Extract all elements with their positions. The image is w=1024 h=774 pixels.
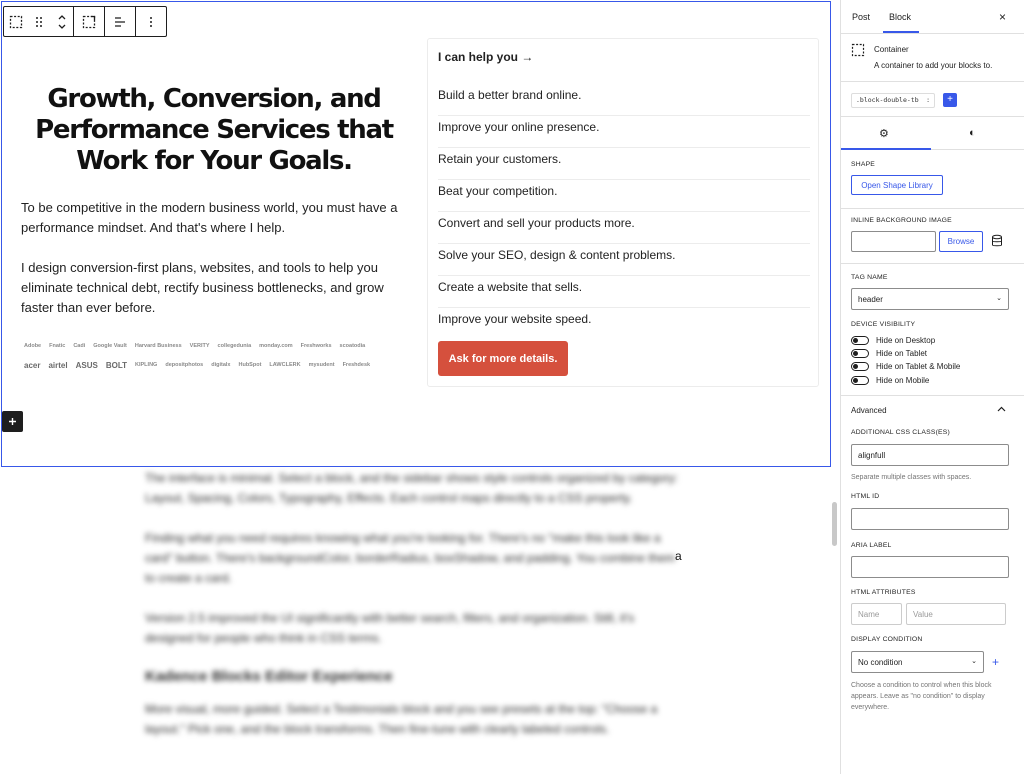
active-tab-indicator [883,31,919,33]
toggle-switch[interactable] [851,349,869,358]
logo: ASUS [75,360,98,370]
add-class-button[interactable]: + [943,93,957,107]
aria-label-input[interactable] [851,556,1009,578]
move-up-down-icon[interactable] [50,7,73,36]
container-block-icon [851,43,865,62]
logo: Freshdesk [342,362,371,368]
css-classes-help: Separate multiple classes with spaces. [851,474,972,481]
settings-styles-tabs [841,116,1024,150]
hero-paragraph-1: To be competitive in the modern business world, you must have a performance mindset. And that's where I help. [21,200,398,235]
toggle-label: Hide on Tablet [876,349,927,358]
block-name: Container [874,45,909,54]
chevron-down-icon: ⌄ [996,295,1002,302]
list-item: Beat your competition. [438,180,810,212]
logo: VERITY [189,343,210,349]
logo: Fnatic [49,343,66,349]
hero-paragraph-2: I design conversion-first plans, websites, and tools to help you eliminate technical debt, rectify business bottlenecks, and grow faster than ever before. [21,260,384,315]
display-condition-label: DISPLAY CONDITION [851,636,923,643]
logo: LAWCLERK [269,362,301,368]
database-icon[interactable] [991,234,1003,253]
plus-icon [8,417,17,426]
hero-title: Growth, Conversion, and Performance Services that Work for Your Goals. [35,84,393,176]
article-paragraph: Finding what you need requires knowing what you're looking for. There's no "make this look like a card" button. There's backgroundColor, borderRadius, boxShadow, and padding. You combine them to create a card. [145,531,676,585]
list-item: Create a website that sells. [438,276,810,308]
divider [841,263,1024,264]
bg-image-input[interactable] [851,231,936,252]
close-icon[interactable]: × [999,10,1007,24]
canvas-scrollbar[interactable] [832,502,837,546]
logo: airtel [48,360,68,370]
list-item: Improve your online presence. [438,116,810,148]
active-tab-indicator [841,148,931,150]
aria-label-label: ARIA LABEL [851,542,892,549]
list-item: Build a better brand online. [438,84,810,116]
toggle-switch[interactable] [851,336,869,345]
stray-character: a [675,549,682,563]
align-icon[interactable] [105,7,135,36]
logo: Google Vault [93,343,127,349]
chip-more-icon[interactable]: : [926,96,930,104]
sidebar-tabs [841,0,1024,34]
logo: scoatodia [339,343,366,349]
logo-row-2 [24,358,396,372]
toggle-label: Hide on Desktop [876,336,936,345]
toggle-label: Hide on Tablet & Mobile [876,362,961,371]
logo-row-1 [24,339,396,353]
logo: HubSpot [238,362,262,368]
display-condition-select[interactable] [851,651,984,673]
display-condition-help: Choose a condition to control when this block appears. Leave as "no condition" to display everywhere. [851,682,992,711]
toggle-hide-tablet-mobile[interactable] [851,362,960,371]
chevron-up-icon[interactable] [997,404,1006,414]
help-card-heading: I can help you → [438,50,534,64]
add-block-button[interactable] [2,411,23,432]
html-attributes-label: HTML ATTRIBUTES [851,589,916,596]
tag-name-label: TAG NAME [851,274,888,281]
list-item: Convert and sell your products more. [438,212,810,244]
divider [841,395,1024,396]
logo: Freshworks [300,343,332,349]
logo: Cadi [73,343,86,349]
advanced-panel-toggle[interactable]: Advanced [851,406,887,415]
client-logos [24,339,396,377]
logo: monday.com [259,343,293,349]
article-paragraph: Version 2.5 improved the UI significantly with better search, filters, and organization. Still, it's designed for people who think in CSS terms. [145,611,635,645]
browse-button[interactable]: Browse [939,231,983,252]
styles-half-circle-icon[interactable]: ◐ [969,127,976,139]
logo: Adobe [24,343,42,349]
css-classes-label: ADDITIONAL CSS CLASS(ES) [851,429,950,436]
logo: acer [24,360,41,370]
tag-name-value: header [858,294,883,304]
tab-post[interactable]: Post [852,12,871,22]
blurred-article [145,468,685,759]
shape-label: SHAPE [851,161,876,168]
bg-image-label: INLINE BACKGROUND IMAGE [851,217,952,224]
article-paragraph: More visual, more guided. Select a Testimonials block and you see presets at the top: "Choose a layout." Pick one, and the block transforms. Then fine-tune with clearly labeled controls. [145,702,658,736]
settings-gear-icon[interactable]: ⚙ [879,128,889,140]
add-condition-button[interactable]: + [992,655,1000,669]
drag-handle-icon[interactable] [27,7,50,36]
divider [841,208,1024,209]
article-heading: Kadence Blocks Editor Experience [145,668,393,685]
css-class-chip-label: .block-double-tb [856,96,919,104]
open-shape-library-button[interactable]: Open Shape Library [851,175,943,195]
logo: KIPLING [135,362,158,368]
logo: BOLT [105,360,128,370]
list-item: Solve your SEO, design & content problems. [438,244,810,276]
help-card [427,38,819,387]
css-classes-input[interactable]: alignfull [851,444,1009,466]
device-visibility-label: DEVICE VISIBILITY [851,321,916,328]
attr-value-input[interactable]: Value [906,603,1006,625]
toggle-label: Hide on Mobile [876,376,930,385]
logo: depositphotos [165,362,204,368]
more-options-icon[interactable] [136,7,166,36]
attr-name-input[interactable]: Name [851,603,902,625]
logo: mysudent [308,362,335,368]
toggle-hide-tablet[interactable] [851,349,927,358]
article-paragraph: The interface is minimal. Select a block, and the sidebar shows style controls organized by category: Layout, Spacing, Colors, Typography, Effects. Each control maps directly to a CSS property. [145,471,678,505]
toggle-hide-desktop[interactable] [851,336,935,345]
tag-name-select[interactable] [851,288,1009,310]
chevron-down-icon: ⌄ [971,658,977,665]
list-item: Retain your customers. [438,148,810,180]
container-select-icon[interactable] [4,7,27,36]
block-toolbar [3,6,167,37]
css-class-chip[interactable] [851,93,935,108]
logo: digitalx [211,362,231,368]
logo: Harvard Business [134,343,182,349]
container-icon[interactable] [74,7,104,36]
divider [841,81,1024,82]
ask-details-button[interactable]: Ask for more details. [438,341,568,376]
display-condition-value: No condition [858,657,903,667]
tab-block[interactable]: Block [889,12,912,22]
toggle-switch[interactable] [851,362,869,371]
logo: collegedunia [217,343,252,349]
toggle-hide-mobile[interactable] [851,376,929,385]
html-id-label: HTML ID [851,493,880,500]
list-item: Improve your website speed. [438,312,592,326]
block-description: A container to add your blocks to. [874,61,993,70]
help-list [438,84,810,340]
toggle-switch[interactable] [851,376,869,385]
html-id-input[interactable] [851,508,1009,530]
